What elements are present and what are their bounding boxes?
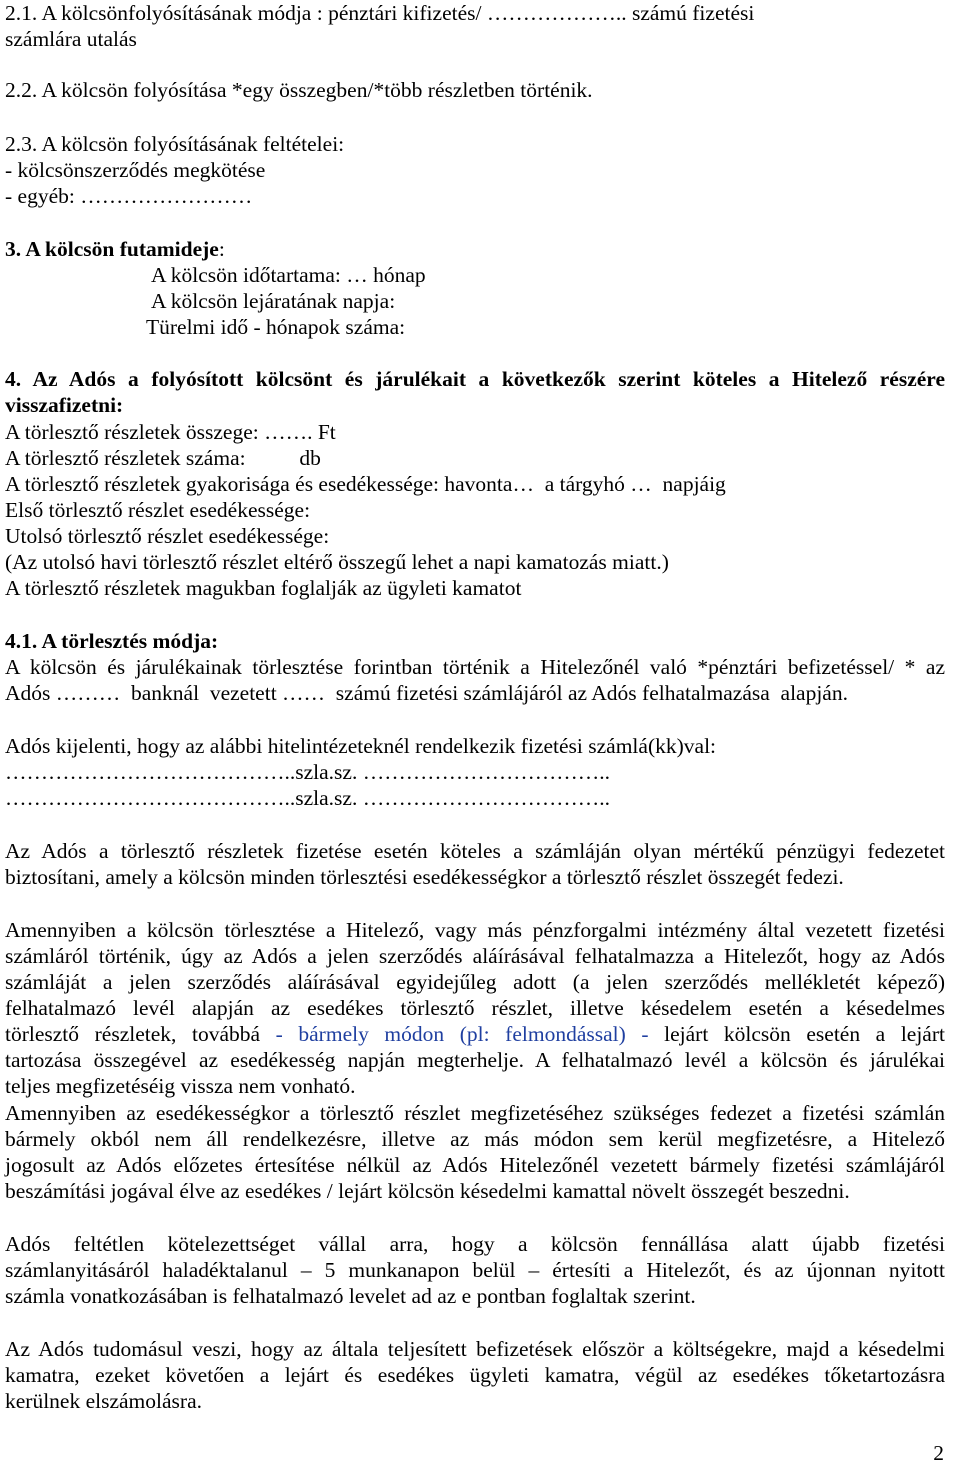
authorization-paragraph-line-3: számláját a jelen szerződés aláírásával egyidejűleg adott (a jelen szerződés mellékletét képező): [5, 970, 945, 994]
authorization-paragraph-line-6: tartozása összegével az esedékesség napján megterhelje. A felhatalmazó levél a kölcsön és járulékai: [5, 1048, 945, 1072]
installment-amount-line: A törlesztő részletek összege: ……. Ft: [5, 420, 336, 444]
section-4-title-line-2: visszafizetni:: [5, 393, 124, 417]
first-installment-line: Első törlesztő részlet esedékessége:: [5, 498, 311, 522]
section-2-3-title: 2.3. A kölcsön folyósításának feltételei:: [5, 132, 345, 156]
page-number: 2: [933, 1441, 944, 1465]
section-3-heading: A kölcsön futamideje: [21, 237, 219, 261]
loan-maturity-line: A kölcsön lejáratának napja:: [151, 289, 396, 313]
new-account-paragraph-line-2: számlanyitásáról haladéktalanul – 5 munkanapon belül – értesíti a Hitelezőt, és az újonnan nyitott: [5, 1258, 945, 1282]
last-installment-line: Utolsó törlesztő részlet esedékessége:: [5, 524, 330, 548]
grace-period-line: Türelmi idő - hónapok száma:: [146, 315, 406, 339]
new-account-paragraph-line-3: számla vonatkozásában is felhatalmazó levelet ad az e pontban foglaltak szerint.: [5, 1284, 696, 1308]
new-account-paragraph-line-1: Adós feltétlen kötelezettséget vállal arra, hogy a kölcsön fennállása alatt újabb fizetési: [5, 1232, 945, 1256]
authorization-paragraph-line-7: teljes megfizetéséig vissza nem vonható.: [5, 1074, 356, 1098]
setoff-paragraph-line-2: bármely okból nem áll rendelkezésre, illetve az más módon sem kerül megfizetésre, a Hitelező: [5, 1127, 945, 1151]
payment-order-paragraph-line-3: kerülnek elszámolásra.: [5, 1389, 202, 1413]
authorization-paragraph-line-2: számláról történik, úgy az Adós a jelen szerződés aláírásával felhatalmazza a Hitelezőt, hogy az Adós: [5, 944, 945, 968]
payment-order-paragraph-line-1: Az Adós tudomásul veszi, hogy az általa teljesített befizetések először a költségekre, majd a késedelmi: [5, 1337, 945, 1361]
accounts-intro: Adós kijelenti, hogy az alábbi hitelintézeteknél rendelkezik fizetési számlá(kk)val:: [5, 734, 717, 758]
setoff-paragraph-line-3: jogosult az Adós előzetes értesítése nélkül az Adós Hitelezőnél vezetett bármely fizetési számlájáról: [5, 1153, 945, 1177]
authorization-line-5-start: törlesztő részletek, továbbá: [5, 1022, 276, 1046]
termination-note: - bármely módon (pl: felmondással) -: [275, 1022, 649, 1046]
setoff-paragraph-line-1: Amennyiben az esedékességkor a törlesztő részlet megfizetéséhez szükséges fedezet a fizetési számlán: [5, 1101, 945, 1125]
section-3-title: [5, 236, 945, 262]
section-4-1-line-2: Adós ……… banknál vezetett …… számú fizetési számlájáról az Adós felhatalmazása alapján.: [5, 681, 848, 705]
section-4-1-title: 4.1. A törlesztés módja:: [5, 629, 219, 653]
coverage-paragraph-line-2: biztosítani, amely a kölcsön minden törlesztési esedékességkor a törlesztő részlet összegét fedezi.: [5, 865, 844, 889]
interest-included-line: A törlesztő részletek magukban foglalják az ügyleti kamatot: [5, 576, 522, 600]
authorization-paragraph-line-4: felhatalmazó levél alapján az esedékes törlesztő részlet, illetve késedelem esetén a késedelmes: [5, 996, 945, 1020]
setoff-paragraph-line-4: beszámítási jogával élve az esedékes / lejárt kölcsön késedelmi kamattal növelt összegét beszedni.: [5, 1179, 850, 1203]
authorization-line-5-end: lejárt kölcsön esetén a lejárt: [648, 1022, 945, 1046]
section-3-number: 3.: [5, 237, 22, 261]
authorization-paragraph-line-1: Amennyiben a kölcsön törlesztése a Hitelező, vagy más pénzforgalmi intézmény által vezetett fizetési: [5, 918, 945, 942]
section-2-3-item-2: - egyéb: ……………………: [5, 184, 253, 208]
section-2-1-line-1: 2.1. A kölcsönfolyósításának módja : pénztári kifizetés/ ……………….. számú fizetési: [5, 1, 755, 25]
section-2-3-item-1: - kölcsönszerződés megkötése: [5, 158, 266, 182]
account-row-1: …………………………………..szla.sz. ……………………………..: [5, 760, 610, 784]
section-3-colon: :: [218, 237, 225, 261]
last-installment-note: (Az utolsó havi törlesztő részlet eltérő összegű lehet a napi kamatozás miatt.): [5, 550, 669, 574]
installment-count-line: A törlesztő részletek száma: db: [5, 446, 321, 470]
section-2-1-line-2: számlára utalás: [5, 27, 137, 51]
account-row-2: …………………………………..szla.sz. ……………………………..: [5, 786, 610, 810]
loan-duration-line: A kölcsön időtartama: … hónap: [151, 263, 426, 287]
payment-order-paragraph-line-2: kamatra, ezeket követően a lejárt és esedékes ügyleti kamatra, végül az esedékes tőketartozásra: [5, 1363, 945, 1387]
section-4-1-line-1: A kölcsön és járulékainak törlesztése forintban történik a Hitelezőnél való *pénztári befizetéssel/ * az: [5, 655, 945, 679]
section-4-title-line-1: 4. Az Adós a folyósított kölcsönt és járulékait a következők szerint köteles a Hitelező részére: [5, 367, 945, 391]
coverage-paragraph-line-1: Az Adós a törlesztő részletek fizetése esetén köteles a számláján olyan mértékű pénzügyi fedezetet: [5, 839, 945, 863]
installment-frequency-line: A törlesztő részletek gyakorisága és esedékessége: havonta… a tárgyhó … napjáig: [5, 472, 726, 496]
authorization-paragraph-line-5: [5, 1021, 945, 1047]
section-2-2: 2.2. A kölcsön folyósítása *egy összegben/*több részletben történik.: [5, 78, 593, 102]
